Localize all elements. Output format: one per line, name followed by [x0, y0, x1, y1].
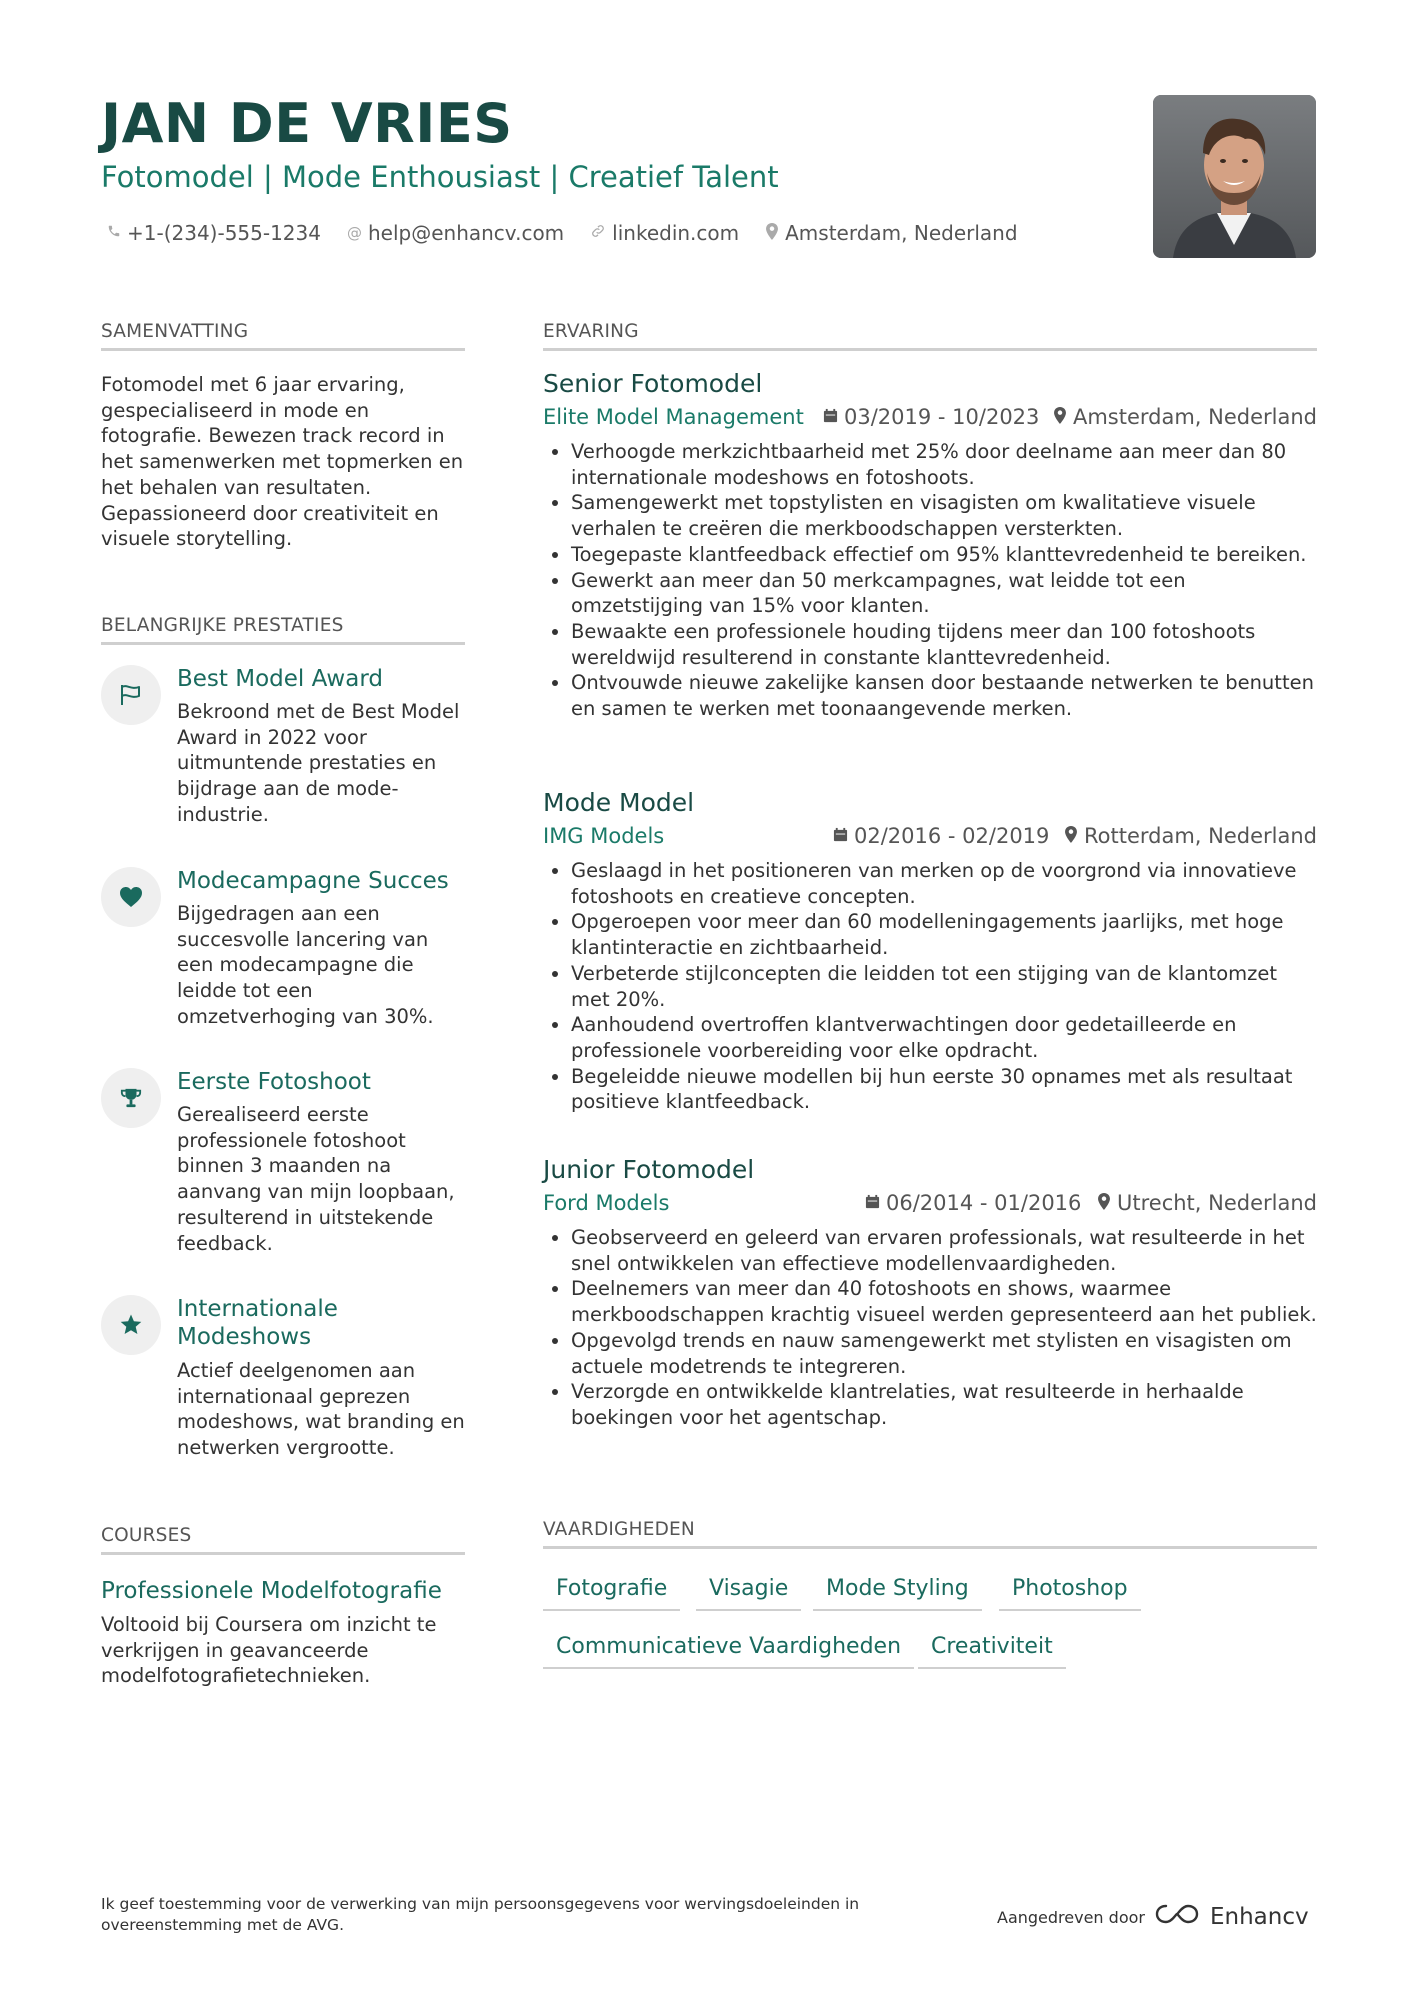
profile-photo: [1153, 95, 1316, 258]
job-bullet: • Geobserveerd en geleerd van ervaren professionals, wat resulteerde in het snel ontwikkelen van effectieve modellenvaardigheden.: [571, 1225, 1317, 1276]
job-location: [1064, 824, 1317, 848]
skills-heading: VAARDIGHEDEN: [543, 1519, 1317, 1549]
consent-text: Ik geef toestemming voor de verwerking van mijn persoonsgegevens voor wervingsdoeleinden in overeenstemming met de AVG.: [101, 1895, 860, 1934]
location-pin-icon: [765, 223, 779, 244]
job-bullet: • Verbeterde stijlconcepten die leidden tot een stijging van de klantomzet met 20%.: [571, 961, 1317, 1012]
job-bullet: • Toegepaste klantfeedback effectief om 95% klanttevredenheid te bereiken.: [571, 542, 1317, 568]
achievement-desc: Gerealiseerd eerste professionele fotoshoot binnen 3 maanden na aanvang van mijn loopbaan, resulterend in uitstekende feedback.: [177, 1103, 455, 1255]
job-title: Mode Model: [543, 788, 695, 817]
job-bullet: • Gewerkt aan meer dan 50 merkcampagnes, wat leidde tot een omzetstijging van 15% voor klanten.: [571, 568, 1317, 619]
job-bullets: [543, 1225, 1317, 1431]
contact-email[interactable]: [347, 221, 564, 245]
phone-icon: [107, 224, 121, 242]
job-title: Junior Fotomodel: [543, 1155, 755, 1184]
experience-heading: ERVARING: [543, 321, 1317, 351]
achievements-heading: BELANGRIJKE PRESTATIES: [101, 615, 465, 645]
link-icon: [590, 223, 606, 243]
candidate-subtitle: Fotomodel | Mode Enthousiast | Creatief Talent: [101, 160, 779, 194]
job-location-text: Amsterdam, Nederland: [1072, 405, 1317, 429]
job-meta: [543, 405, 1317, 439]
infinity-icon: [1154, 1902, 1200, 1932]
achievement-title: Modecampagne Succes: [177, 868, 449, 894]
job-bullet: • Verhoogde merkzichtbaarheid met 25% door deelname aan meer dan 80 internationale modeshows en fotoshoots.: [571, 439, 1317, 490]
flag-icon: [101, 665, 161, 725]
job-bullets: [543, 439, 1317, 722]
contact-linkedin[interactable]: [590, 221, 739, 245]
job-bullet: • Geslaagd in het positioneren van merken op de voorgrond via innovatieve fotoshoots en creatieve concepten.: [571, 858, 1317, 909]
summary-text: Fotomodel met 6 jaar ervaring, gespecialiseerd in mode en fotografie. Bewezen track record in het samenwerken met topmerken en het behalen van resultaten. Gepassioneerd door creativiteit en visuele storytelling.: [101, 373, 464, 551]
course-desc: Voltooid bij Coursera om inzicht te verkrijgen in geavanceerde modelfotografietechnieken.: [101, 1613, 437, 1688]
achievement-title: Best Model Award: [177, 666, 383, 692]
candidate-name: JAN DE VRIES: [101, 92, 513, 155]
achievement-title: Internationale Modeshows: [177, 1296, 338, 1350]
company-name: Elite Model Management: [543, 405, 804, 429]
contact-phone-text: +1-(234)-555-1234: [127, 221, 321, 245]
job-dates: [823, 405, 1039, 429]
contact-linkedin-text: linkedin.com: [612, 221, 740, 245]
skill-tag: Creativiteit: [918, 1634, 1066, 1669]
job-location-text: Utrecht, Nederland: [1117, 1191, 1317, 1215]
job-title: Senior Fotomodel: [543, 369, 763, 398]
location-pin-icon: [1064, 826, 1078, 847]
skill-tag: Communicatieve Vaardigheden: [543, 1634, 914, 1669]
job-bullet: • Samengewerkt met topstylisten en visagisten om kwalitatieve visuele verhalen te creëren die merkboodschappen versterkten.: [571, 490, 1317, 541]
achievement-desc: Bekroond met de Best Model Award in 2022 voor uitmuntende prestaties en bijdrage aan de mode-industrie.: [177, 700, 460, 826]
course-title: Professionele Modelfotografie: [101, 1578, 442, 1604]
job-bullet: • Begeleidde nieuwe modellen bij hun eerste 30 opnames met als resultaat positieve klantfeedback.: [571, 1064, 1317, 1115]
job-bullet: • Aanhoudend overtroffen klantverwachtingen door gedetailleerde en professionele voorbereiding voor elke opdracht.: [571, 1012, 1317, 1063]
company-name: IMG Models: [543, 824, 665, 848]
job-bullet: • Verzorgde en ontwikkelde klantrelaties, wat resulteerde in herhaalde boekingen voor het agentschap.: [571, 1379, 1317, 1430]
achievement-title: Eerste Fotoshoot: [177, 1069, 371, 1095]
job-bullet: • Opgevolgd trends en nauw samengewerkt met stylisten en visagisten om actuele modetrends te integreren.: [571, 1328, 1317, 1379]
job-bullets: [543, 858, 1317, 1115]
trophy-icon: [101, 1068, 161, 1128]
summary-heading: SAMENVATTING: [101, 321, 465, 351]
skill-tag: Visagie: [696, 1576, 801, 1611]
job-entry: [543, 369, 1317, 722]
achievement-desc: Actief deelgenomen aan internationaal geprezen modeshows, wat branding en netwerken vergrootte.: [177, 1359, 465, 1460]
job-location: [1053, 405, 1317, 429]
job-dates-text: 06/2014 - 01/2016: [886, 1191, 1082, 1215]
job-entry: [543, 788, 1317, 1115]
job-location: [1097, 1191, 1317, 1215]
location-pin-icon: [1053, 407, 1067, 428]
calendar-icon: [833, 827, 848, 846]
star-icon: [101, 1295, 161, 1355]
job-dates: [865, 1191, 1081, 1215]
skill-tag: Fotografie: [543, 1576, 680, 1611]
company-name: Ford Models: [543, 1191, 670, 1215]
contact-location: [765, 221, 1017, 245]
job-dates-text: 03/2019 - 10/2023: [844, 405, 1040, 429]
calendar-icon: [865, 1194, 880, 1213]
job-bullet: • Bewaakte een professionele houding tijdens meer dan 100 fotoshoots wereldwijd resulterend in constante klanttevredenheid.: [571, 619, 1317, 670]
contact-phone[interactable]: [107, 221, 321, 245]
location-pin-icon: [1097, 1193, 1111, 1214]
job-bullet: • Deelnemers van meer dan 40 fotoshoots en shows, waarmee merkboodschappen krachtig visueel werden gepresenteerd aan het publiek.: [571, 1276, 1317, 1327]
job-location-text: Rotterdam, Nederland: [1083, 824, 1317, 848]
contact-location-text: Amsterdam, Nederland: [785, 221, 1018, 245]
skill-tag: Mode Styling: [813, 1576, 982, 1611]
job-meta: [543, 1191, 1317, 1225]
powered-by-label: Aangedreven door: [997, 1908, 1145, 1927]
contact-email-text: help@enhancv.com: [367, 221, 565, 245]
job-entry: [543, 1155, 1317, 1431]
skill-tag: Photoshop: [999, 1576, 1141, 1611]
job-dates-text: 02/2016 - 02/2019: [854, 824, 1050, 848]
job-meta: [543, 824, 1317, 858]
job-dates: [833, 824, 1049, 848]
calendar-icon: [823, 408, 838, 427]
brand-name: Enhancv: [1210, 1904, 1309, 1930]
contact-bar: [107, 221, 1018, 245]
enhancv-logo[interactable]: [1154, 1902, 1309, 1932]
courses-heading: COURSES: [101, 1525, 465, 1555]
achievement-desc: Bijgedragen aan een succesvolle lancering van een modecampagne die leidde tot een omzetverhoging van 30%.: [177, 902, 434, 1028]
job-bullet: • Opgeroepen voor meer dan 60 modelleningagements jaarlijks, met hoge klantinteractie en zichtbaarheid.: [571, 909, 1317, 960]
job-bullet: • Ontvouwde nieuwe zakelijke kansen door bestaande netwerken te benutten en samen te werken met toonaangevende merken.: [571, 670, 1317, 721]
heart-icon: [101, 867, 161, 927]
at-icon: @: [346, 224, 362, 242]
